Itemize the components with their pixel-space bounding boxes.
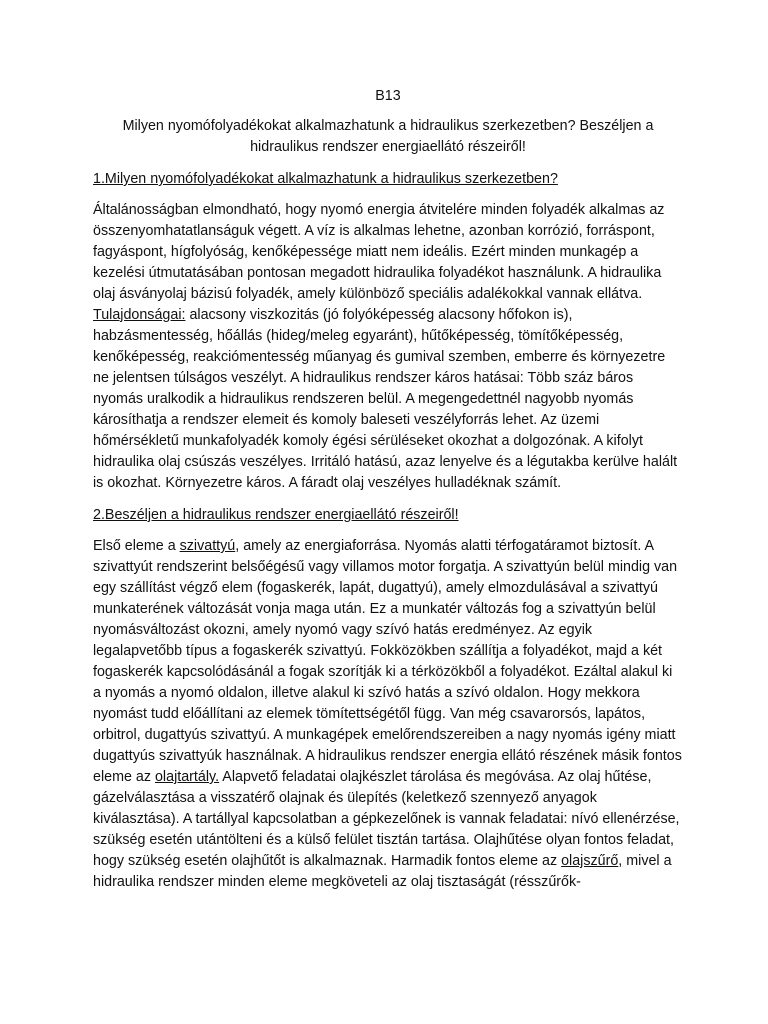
document-title: Milyen nyomófolyadékokat alkalmazhatunk a hidraulikus szerkezetben? Beszéljen a hidraulikus rendszer energiaellátó részeiről! <box>122 118 654 155</box>
section-2-text-b: , amely az energiaforrása. Nyomás alatti térfogatáramot biztosít. A szivattyút rendszerint belsőégésű vagy villamos motor forgatja. A szivattyún belül mindig van egy szállítást végző elem (fogaskerék, lapát, dugattyú), amely elmozdulásával a szivattyú munkaterének változását vonja maga után. Ez a munkatér változás fog a szivattyún belül nyomásváltozást okozni, amely nyomó vagy szívó hatás eredményez. Az egyik legalapvetőbb típus a fogaskerék szivattyú. Fokközökben szállítja a folyadékot, majd a két fogaskerék kapcsolódásánál a fogak szorítják ki a térközökből a folyadékot. Ezáltal alakul ki a nyomás a nyomó oldalon, illetve alakul ki szívó hatás a szívó oldalon. Hogy mekkora nyomást tudd előállítani az elemek tömítettségétől függ. Van még csavarorsós, lapátos, orbitrol, dugattyús szivattyú. A munkagépek emelőrendszereiben a nagy nyomás igény miatt dugattyús szivattyúk használnak. A hidraulikus rendszer energia ellátó részének másik fontos eleme az <box>93 538 682 785</box>
document-code: B13 <box>375 88 401 104</box>
term-pump: szivattyú <box>179 538 236 554</box>
term-oil-filter: olajszűrő <box>561 853 619 869</box>
section-1-text-a: Általánosságban elmondható, hogy nyomó energia átvitelére minden folyadék alkalmas az összenyomhatatlanságuk végett. A víz is alkalmas lehetne, azonban korrózió, forráspont, fagyáspont, hígfolyóság, kenőképessége miatt nem ideális. Ezért minden munkagép a kezelési útmutatásában pontosan megadott hidraulika folyadékot használunk. A hidraulika olaj ásványolaj bázisú folyadék, amely különböző speciális adalékokkal vannak ellátva. <box>93 202 665 302</box>
section-1-heading: 1.Milyen nyomófolyadékokat alkalmazhatunk a hidraulikus szerkezetben? <box>93 171 558 187</box>
section-2-text-a: Első eleme a <box>93 538 180 554</box>
section-1-text-b: alacsony viszkozitás (jó folyóképesség alacsony hőfokon is), habzásmentesség, hőállás (hideg/meleg egyaránt), hűtőképesség, tömítőképesség, kenőképesség, reakciómentesség műanyag és gumival szemben, emberre és környezetre ne jelentsen túlságos veszélyt. A hidraulikus rendszer káros hatásai: Több száz báros nyomás uralkodik a hidraulikus rendszeren belül. A megengedettnél nagyobb nyomás károsíthatja a rendszer elemeit és komoly baleseti veszélyforrás lehet. Az üzemi hőmérsékletű munkafolyadék komoly égési sérüléseket okozhat a dolgozónak. A kifolyt hidraulika olaj csúszás veszélyes. Irritáló hatású, azaz lenyelve és a légutakba kerülve halált is okozhat. Környezetre káros. A fáradt olaj veszélyes hulladéknak számít. <box>93 307 678 491</box>
section-2-paragraph <box>93 536 683 893</box>
document-page <box>93 86 683 904</box>
properties-label: Tulajdonságai: <box>93 307 186 323</box>
section-2-text-c: Alapvető feladatai olajkészlet tárolása és megóvása. Az olaj hűtése, gázelválasztása a visszatérő olajnak és ülepítés (keletkező szennyező anyagok kiválasztása). A tartállyal kapcsolatban a gépkezelőnek is vannak feladatai: nívó ellenérzése, szükség esetén utántölteni és a külső felület tisztán tartása. Olajhűtése olyan fontos feladat, hogy szükség esetén olajhűtőt is alkalmaznak. Harmadik fontos eleme az <box>93 769 680 869</box>
section-1-paragraph <box>93 200 683 494</box>
term-oil-tank: olajtartály. <box>154 769 220 785</box>
section-2-heading: 2.Beszéljen a hidraulikus rendszer energiaellátó részeiről! <box>93 507 459 523</box>
section-2-text-d: , mivel a hidraulika rendszer minden eleme megköveteli az olaj tisztaságát (résszűrők- <box>93 853 672 890</box>
